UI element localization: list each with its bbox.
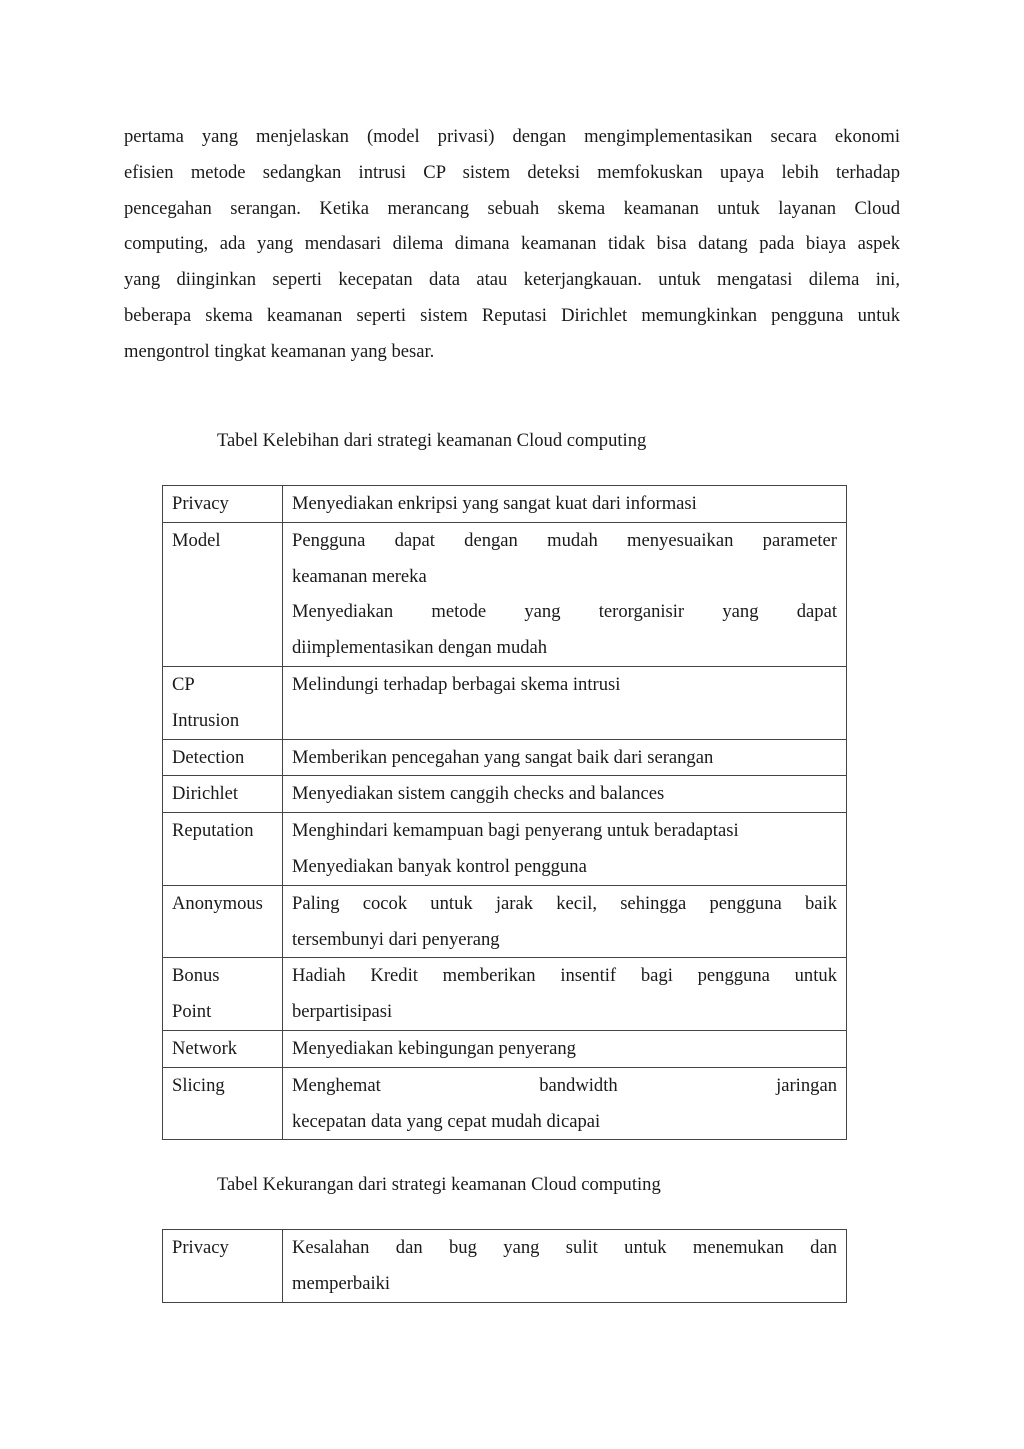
table-row [163, 522, 847, 666]
description-cell [283, 813, 847, 886]
table-caption-disadvantages: Tabel Kekurangan dari strategi keamanan Cloud computing [217, 1174, 661, 1195]
strategy-name-line: Anonymous [172, 892, 263, 914]
description-cell [283, 1030, 847, 1067]
strategy-name-line: Reputation [172, 820, 254, 842]
description-line: Pengguna dapat dengan mudah menyesuaikan parameter [292, 529, 837, 551]
description-line: kecepatan data yang cepat mudah dicapai [292, 1110, 601, 1132]
strategy-name-cell [163, 1030, 283, 1067]
description-line: berpartisipasi [292, 1001, 393, 1023]
strategy-name-line: Intrusion [172, 709, 240, 731]
strategy-name-line: CP [172, 673, 195, 695]
paragraph-line: efisien metode sedangkan intrusi CP sistem deteksi memfokuskan upaya lebih terhadap [124, 161, 900, 183]
description-line: Menyediakan sistem canggih checks and balances [292, 783, 665, 805]
advantages-table [162, 485, 847, 1140]
description-line: diimplementasikan dengan mudah [292, 637, 548, 659]
description-line: memperbaiki [292, 1272, 391, 1294]
strategy-name-line: Point [172, 1001, 212, 1023]
strategy-name-cell [163, 522, 283, 666]
paragraph-line: computing, ada yang mendasari dilema dimana keamanan tidak bisa datang pada biaya aspek [124, 233, 900, 255]
description-cell [283, 1067, 847, 1140]
table-row [163, 739, 847, 776]
description-line: Kesalahan dan bug yang sulit untuk menemukan dan [292, 1237, 837, 1258]
description-line: Menghemat bandwidth jaringan [292, 1074, 837, 1096]
description-cell [283, 885, 847, 958]
strategy-name-line: Dirichlet [172, 783, 239, 805]
strategy-name-line: Privacy [172, 493, 229, 514]
description-cell [283, 666, 847, 739]
description-line: Memberikan pencegahan yang sangat baik dari serangan [292, 746, 714, 768]
table-row [163, 958, 847, 1031]
paragraph-line: beberapa skema keamanan seperti sistem Reputasi Dirichlet memungkinkan pengguna untuk [124, 304, 900, 326]
strategy-name-line: Slicing [172, 1074, 225, 1096]
table-row [163, 885, 847, 958]
strategy-name-cell [163, 776, 283, 813]
description-line: tersembunyi dari penyerang [292, 928, 500, 950]
description-line: Menghindari kemampuan bagi penyerang untuk beradaptasi [292, 820, 739, 842]
strategy-name-cell [163, 1067, 283, 1140]
strategy-name-line: Bonus [172, 965, 220, 987]
description-line: Menyediakan metode yang terorganisir yang dapat [292, 601, 837, 623]
description-line: Hadiah Kredit memberikan insentif bagi pengguna untuk [292, 965, 837, 987]
description-line: keamanan mereka [292, 565, 427, 587]
strategy-name-cell [163, 1230, 283, 1303]
strategy-name-line: Network [172, 1037, 238, 1059]
description-line: Menyediakan banyak kontrol pengguna [292, 855, 587, 877]
strategy-name-cell [163, 885, 283, 958]
table-caption-advantages: Tabel Kelebihan dari strategi keamanan Cloud computing [217, 430, 647, 451]
advantages-table-body [163, 486, 847, 1140]
strategy-name-cell [163, 813, 283, 886]
table-row [163, 486, 847, 523]
description-cell [283, 776, 847, 813]
table-row [163, 776, 847, 813]
table-row [163, 1230, 847, 1303]
strategy-name-line: Detection [172, 746, 245, 768]
table-row [163, 813, 847, 886]
strategy-name-line: Privacy [172, 1237, 229, 1258]
description-cell [283, 486, 847, 523]
paragraph-line: pencegahan serangan. Ketika merancang sebuah skema keamanan untuk layanan Cloud [124, 197, 900, 219]
strategy-name-line: Model [172, 529, 221, 551]
description-line: Menyediakan enkripsi yang sangat kuat dari informasi [292, 493, 697, 514]
paragraph-line: yang diinginkan seperti kecepatan data atau keterjangkauan. untuk mengatasi dilema ini, [124, 269, 900, 291]
description-line: Paling cocok untuk jarak kecil, sehingga pengguna baik [292, 892, 837, 914]
description-cell [283, 958, 847, 1031]
disadvantages-table-body [163, 1230, 847, 1303]
description-line: Menyediakan kebingungan penyerang [292, 1037, 576, 1059]
disadvantages-table [162, 1229, 847, 1303]
description-cell [283, 1230, 847, 1303]
paragraph-line: pertama yang menjelaskan (model privasi) dengan mengimplementasikan secara ekonomi [124, 126, 900, 147]
table-row [163, 1067, 847, 1140]
strategy-name-cell [163, 486, 283, 523]
strategy-name-cell [163, 666, 283, 739]
body-paragraph [124, 119, 900, 370]
table-row [163, 666, 847, 739]
description-cell [283, 522, 847, 666]
description-cell [283, 739, 847, 776]
strategy-name-cell [163, 958, 283, 1031]
strategy-name-cell [163, 739, 283, 776]
table-row [163, 1030, 847, 1067]
description-line: Melindungi terhadap berbagai skema intrusi [292, 673, 621, 695]
paragraph-line: mengontrol tingkat keamanan yang besar. [124, 340, 435, 362]
